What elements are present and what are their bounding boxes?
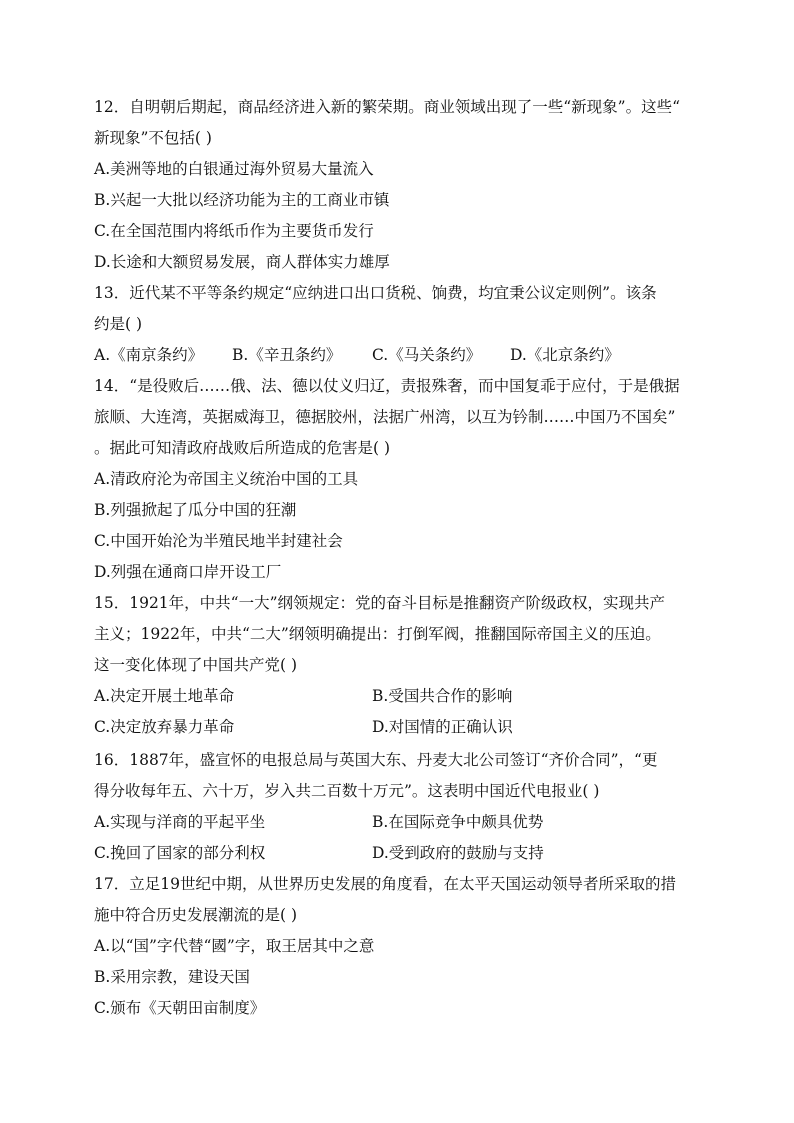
q16-option-a: A.实现与洋商的平起平坐 xyxy=(94,813,266,831)
q12-option-b: B.兴起一大批以经济功能为主的工商业市镇 xyxy=(94,191,390,209)
q12-stem-line1: 12．自明朝后期起，商品经济进入新的繁荣期。商业领域出现了一些“新现象”。这些“ xyxy=(94,98,680,116)
q13-option-a: A.《南京条约》 xyxy=(94,346,204,364)
q15-option-c: C.决定放弃暴力革命 xyxy=(94,718,235,736)
q12-option-d: D.长途和大额贸易发展，商人群体实力雄厚 xyxy=(94,253,390,271)
q15-stem-line3: 这一变化体现了中国共产党( ) xyxy=(94,656,298,674)
q16-stem-line2: 得分收每年五、六十万，岁入共二百数十万元”。这表明中国近代电报业( ) xyxy=(94,782,600,800)
q13-option-c: C.《马关条约》 xyxy=(372,346,482,364)
q14-option-a: A.清政府沦为帝国主义统治中国的工具 xyxy=(94,470,359,488)
q13-stem-line2: 约是( ) xyxy=(94,315,143,333)
q16-option-b: B.在国际竞争中颇具优势 xyxy=(372,813,544,831)
q12-stem-line2: 新现象”不包括( ) xyxy=(94,129,212,147)
q14-stem-line3: 。据此可知清政府战败后所造成的危害是( ) xyxy=(94,439,391,457)
q15-stem-line2: 主义；1922年，中共“二大”纲领明确提出：打倒军阀，推翻国际帝国主义的压迫。 xyxy=(94,625,661,643)
q17-option-b: B.采用宗教，建设天国 xyxy=(94,968,250,986)
q14-option-d: D.列强在通商口岸开设工厂 xyxy=(94,563,282,581)
q14-option-c: C.中国开始沦为半殖民地半封建社会 xyxy=(94,532,343,550)
q15-option-b: B.受国共合作的影响 xyxy=(372,687,513,705)
q13-option-d: D.《北京条约》 xyxy=(510,346,620,364)
q16-option-c: C.挽回了国家的部分利权 xyxy=(94,844,266,862)
q15-stem-line1: 15．1921年，中共“一大”纲领规定：党的奋斗目标是推翻资产阶级政权，实现共产 xyxy=(94,594,666,612)
q15-option-d: D.对国情的正确认识 xyxy=(372,718,513,736)
q12-option-a: A.美洲等地的白银通过海外贸易大量流入 xyxy=(94,160,374,178)
q17-stem-line2: 施中符合历史发展潮流的是( ) xyxy=(94,906,298,924)
q14-option-b: B.列强掀起了瓜分中国的狂潮 xyxy=(94,501,297,519)
q17-stem-line1: 17．立足19世纪中期，从世界历史发展的角度看，在太平天国运动领导者所采取的措 xyxy=(94,875,676,893)
q16-option-d: D.受到政府的鼓励与支持 xyxy=(372,844,544,862)
q12-option-c: C.在全国范围内将纸币作为主要货币发行 xyxy=(94,222,374,240)
q14-stem-line1: 14．“是役败后……俄、法、德以仗义归辽，责报殊奢，而中国复乖于应付，于是俄据 xyxy=(94,377,680,395)
q13-stem-line1: 13．近代某不平等条约规定“应纳进口出口货税、饷费，均宜秉公议定则例”。该条 xyxy=(94,284,657,302)
q17-option-c: C.颁布《天朝田亩制度》 xyxy=(94,999,266,1017)
q14-stem-line2: 旅顺、大连湾，英据威海卫，德据胶州，法据广州湾，以互为钤制……中国乃不国矣” xyxy=(94,408,676,426)
q17-option-a: A.以“国”字代替“國”字，取王居其中之意 xyxy=(94,937,375,955)
q15-option-a: A.决定开展土地革命 xyxy=(94,687,235,705)
q13-option-b: B.《辛丑条约》 xyxy=(232,346,342,364)
q16-stem-line1: 16．1887年，盛宣怀的电报总局与英国大东、丹麦大北公司签订“齐价合同”，“更 xyxy=(94,751,658,769)
